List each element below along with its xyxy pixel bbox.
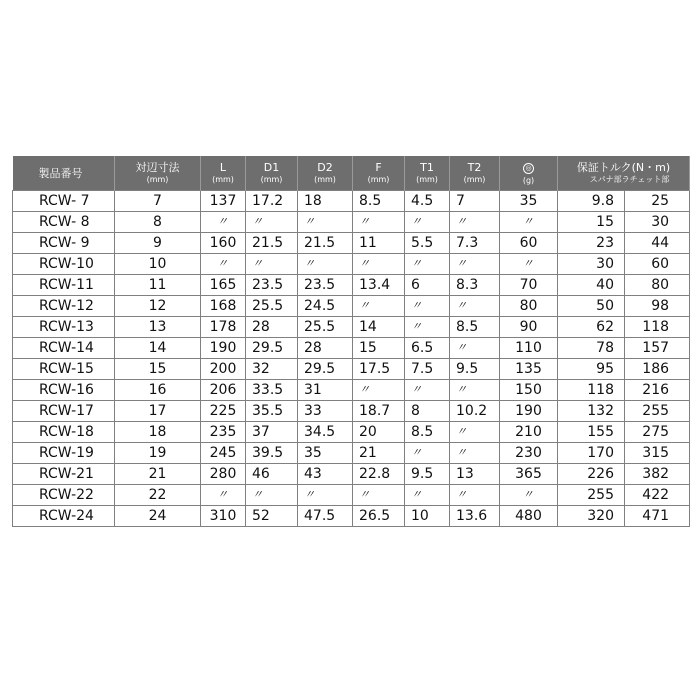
cell-t1: 4.5 <box>405 191 450 212</box>
cell-size: 8 <box>115 212 201 233</box>
cell-spanner: 170 <box>558 443 625 464</box>
cell-weight: 365 <box>500 464 558 485</box>
table-row <box>13 464 690 485</box>
cell-weight: 35 <box>500 191 558 212</box>
cell-f: 14 <box>353 317 405 338</box>
cell-spanner: 40 <box>558 275 625 296</box>
cell-f: 15 <box>353 338 405 359</box>
cell-t1: 9.5 <box>405 464 450 485</box>
table-row <box>13 359 690 380</box>
header-L: L (mm) <box>201 156 246 191</box>
cell-ratchet: 216 <box>625 380 690 401</box>
cell-d2: 〃 <box>298 485 353 506</box>
cell-size: 14 <box>115 338 201 359</box>
table-row <box>13 233 690 254</box>
cell-weight: 〃 <box>500 485 558 506</box>
cell-t2: 7.3 <box>450 233 500 254</box>
cell-d2: 25.5 <box>298 317 353 338</box>
cell-ratchet: 382 <box>625 464 690 485</box>
cell-d1: 28 <box>246 317 298 338</box>
cell-f: 22.8 <box>353 464 405 485</box>
cell-d1: 25.5 <box>246 296 298 317</box>
cell-l: 〃 <box>201 485 246 506</box>
table-row <box>13 506 690 527</box>
cell-weight: 110 <box>500 338 558 359</box>
cell-l: 280 <box>201 464 246 485</box>
cell-ratchet: 157 <box>625 338 690 359</box>
cell-t2: 〃 <box>450 443 500 464</box>
cell-f: 13.4 <box>353 275 405 296</box>
cell-d1: 35.5 <box>246 401 298 422</box>
header-T2: T2 (mm) <box>450 156 500 191</box>
cell-size: 17 <box>115 401 201 422</box>
header-ratchet: ラチェット部 <box>621 175 670 184</box>
cell-ratchet: 98 <box>625 296 690 317</box>
cell-t1: 〃 <box>405 212 450 233</box>
cell-weight: 190 <box>500 401 558 422</box>
cell-weight: 80 <box>500 296 558 317</box>
cell-t1: 〃 <box>405 317 450 338</box>
cell-t2: 7 <box>450 191 500 212</box>
cell-name: RCW-10 <box>13 254 115 275</box>
cell-f: 18.7 <box>353 401 405 422</box>
cell-size: 21 <box>115 464 201 485</box>
cell-f: 〃 <box>353 212 405 233</box>
header-row <box>13 156 690 191</box>
header-weight: ◎ (g) <box>500 156 558 191</box>
cell-t2: 〃 <box>450 338 500 359</box>
cell-f: 21 <box>353 443 405 464</box>
cell-t1: 〃 <box>405 443 450 464</box>
cell-weight: 〃 <box>500 212 558 233</box>
table-row <box>13 317 690 338</box>
cell-size: 12 <box>115 296 201 317</box>
weight-icon: ◎ <box>523 163 534 174</box>
cell-d1: 39.5 <box>246 443 298 464</box>
cell-name: RCW-21 <box>13 464 115 485</box>
cell-l: 160 <box>201 233 246 254</box>
cell-f: 〃 <box>353 380 405 401</box>
cell-d2: 21.5 <box>298 233 353 254</box>
cell-d2: 〃 <box>298 212 353 233</box>
cell-d2: 34.5 <box>298 422 353 443</box>
cell-t2: 〃 <box>450 380 500 401</box>
cell-t2: 8.5 <box>450 317 500 338</box>
table-row <box>13 443 690 464</box>
cell-ratchet: 30 <box>625 212 690 233</box>
cell-ratchet: 255 <box>625 401 690 422</box>
cell-size: 13 <box>115 317 201 338</box>
cell-f: 〃 <box>353 485 405 506</box>
cell-l: 178 <box>201 317 246 338</box>
cell-d1: 32 <box>246 359 298 380</box>
cell-t1: 10 <box>405 506 450 527</box>
cell-t1: 8.5 <box>405 422 450 443</box>
cell-l: 245 <box>201 443 246 464</box>
cell-t2: 10.2 <box>450 401 500 422</box>
header-size: 対辺寸法 (mm) <box>115 156 201 191</box>
cell-l: 190 <box>201 338 246 359</box>
cell-weight: 480 <box>500 506 558 527</box>
cell-t1: 6 <box>405 275 450 296</box>
cell-ratchet: 44 <box>625 233 690 254</box>
cell-size: 16 <box>115 380 201 401</box>
cell-size: 7 <box>115 191 201 212</box>
table-row <box>13 380 690 401</box>
cell-d2: 31 <box>298 380 353 401</box>
cell-l: 〃 <box>201 254 246 275</box>
cell-name: RCW-16 <box>13 380 115 401</box>
cell-spanner: 23 <box>558 233 625 254</box>
table-row <box>13 296 690 317</box>
cell-l: 168 <box>201 296 246 317</box>
cell-ratchet: 25 <box>625 191 690 212</box>
cell-spanner: 50 <box>558 296 625 317</box>
cell-ratchet: 422 <box>625 485 690 506</box>
cell-d2: 23.5 <box>298 275 353 296</box>
cell-weight: 70 <box>500 275 558 296</box>
table-row <box>13 485 690 506</box>
cell-weight: 60 <box>500 233 558 254</box>
cell-weight: 〃 <box>500 254 558 275</box>
cell-d1: 21.5 <box>246 233 298 254</box>
table-row <box>13 401 690 422</box>
cell-t2: 〃 <box>450 485 500 506</box>
cell-t2: 9.5 <box>450 359 500 380</box>
cell-ratchet: 315 <box>625 443 690 464</box>
cell-t2: 〃 <box>450 296 500 317</box>
cell-spanner: 226 <box>558 464 625 485</box>
cell-d2: 35 <box>298 443 353 464</box>
cell-spanner: 320 <box>558 506 625 527</box>
cell-name: RCW-18 <box>13 422 115 443</box>
cell-t1: 5.5 <box>405 233 450 254</box>
cell-f: 8.5 <box>353 191 405 212</box>
cell-name: RCW-24 <box>13 506 115 527</box>
cell-t2: 13 <box>450 464 500 485</box>
cell-spanner: 95 <box>558 359 625 380</box>
table-row <box>13 212 690 233</box>
table-row <box>13 422 690 443</box>
cell-d2: 33 <box>298 401 353 422</box>
cell-weight: 150 <box>500 380 558 401</box>
table-row <box>13 275 690 296</box>
table-row <box>13 338 690 359</box>
cell-spanner: 30 <box>558 254 625 275</box>
cell-f: 20 <box>353 422 405 443</box>
cell-t1: 7.5 <box>405 359 450 380</box>
cell-f: 〃 <box>353 296 405 317</box>
cell-ratchet: 275 <box>625 422 690 443</box>
cell-l: 206 <box>201 380 246 401</box>
cell-size: 18 <box>115 422 201 443</box>
header-D2: D2 (mm) <box>298 156 353 191</box>
header-torque: 保証トルク(N・m) スパナ部ラチェット部 <box>558 156 690 191</box>
cell-d2: 43 <box>298 464 353 485</box>
cell-spanner: 78 <box>558 338 625 359</box>
cell-t1: 6.5 <box>405 338 450 359</box>
cell-d1: 33.5 <box>246 380 298 401</box>
cell-d1: 29.5 <box>246 338 298 359</box>
header-F: F (mm) <box>353 156 405 191</box>
cell-t1: 8 <box>405 401 450 422</box>
cell-d1: 17.2 <box>246 191 298 212</box>
cell-d2: 28 <box>298 338 353 359</box>
cell-size: 10 <box>115 254 201 275</box>
cell-d1: 〃 <box>246 212 298 233</box>
cell-weight: 230 <box>500 443 558 464</box>
cell-l: 200 <box>201 359 246 380</box>
cell-spanner: 255 <box>558 485 625 506</box>
cell-d1: 37 <box>246 422 298 443</box>
cell-spanner: 118 <box>558 380 625 401</box>
cell-size: 22 <box>115 485 201 506</box>
cell-f: 17.5 <box>353 359 405 380</box>
cell-d2: 〃 <box>298 254 353 275</box>
spec-table-container <box>12 156 689 527</box>
spec-table-body <box>13 191 690 527</box>
cell-size: 9 <box>115 233 201 254</box>
cell-f: 〃 <box>353 254 405 275</box>
cell-d2: 47.5 <box>298 506 353 527</box>
cell-size: 11 <box>115 275 201 296</box>
cell-d2: 18 <box>298 191 353 212</box>
cell-spanner: 132 <box>558 401 625 422</box>
cell-t1: 〃 <box>405 380 450 401</box>
cell-name: RCW-19 <box>13 443 115 464</box>
cell-ratchet: 60 <box>625 254 690 275</box>
cell-ratchet: 471 <box>625 506 690 527</box>
cell-ratchet: 186 <box>625 359 690 380</box>
cell-t1: 〃 <box>405 485 450 506</box>
cell-l: 165 <box>201 275 246 296</box>
cell-weight: 210 <box>500 422 558 443</box>
cell-name: RCW-22 <box>13 485 115 506</box>
table-row <box>13 191 690 212</box>
cell-name: RCW- 9 <box>13 233 115 254</box>
cell-t2: 〃 <box>450 422 500 443</box>
cell-l: 225 <box>201 401 246 422</box>
cell-t1: 〃 <box>405 296 450 317</box>
cell-d2: 24.5 <box>298 296 353 317</box>
cell-name: RCW- 7 <box>13 191 115 212</box>
cell-spanner: 155 <box>558 422 625 443</box>
cell-t1: 〃 <box>405 254 450 275</box>
cell-size: 24 <box>115 506 201 527</box>
cell-size: 15 <box>115 359 201 380</box>
cell-t2: 13.6 <box>450 506 500 527</box>
cell-l: 137 <box>201 191 246 212</box>
cell-name: RCW-12 <box>13 296 115 317</box>
header-spanner: スパナ部 <box>589 175 622 184</box>
cell-weight: 90 <box>500 317 558 338</box>
cell-name: RCW- 8 <box>13 212 115 233</box>
cell-d1: 〃 <box>246 485 298 506</box>
cell-d1: 46 <box>246 464 298 485</box>
cell-d1: 52 <box>246 506 298 527</box>
cell-weight: 135 <box>500 359 558 380</box>
cell-name: RCW-17 <box>13 401 115 422</box>
cell-f: 26.5 <box>353 506 405 527</box>
cell-l: 235 <box>201 422 246 443</box>
cell-name: RCW-13 <box>13 317 115 338</box>
cell-d1: 23.5 <box>246 275 298 296</box>
cell-l: 〃 <box>201 212 246 233</box>
cell-d1: 〃 <box>246 254 298 275</box>
cell-spanner: 62 <box>558 317 625 338</box>
header-T1: T1 (mm) <box>405 156 450 191</box>
cell-ratchet: 118 <box>625 317 690 338</box>
cell-name: RCW-14 <box>13 338 115 359</box>
header-product: 製品番号 <box>13 156 115 191</box>
cell-spanner: 15 <box>558 212 625 233</box>
cell-ratchet: 80 <box>625 275 690 296</box>
cell-f: 11 <box>353 233 405 254</box>
header-D1: D1 (mm) <box>246 156 298 191</box>
cell-size: 19 <box>115 443 201 464</box>
table-row <box>13 254 690 275</box>
cell-name: RCW-15 <box>13 359 115 380</box>
cell-t2: 8.3 <box>450 275 500 296</box>
cell-d2: 29.5 <box>298 359 353 380</box>
cell-name: RCW-11 <box>13 275 115 296</box>
spec-table <box>12 156 690 527</box>
cell-spanner: 9.8 <box>558 191 625 212</box>
cell-l: 310 <box>201 506 246 527</box>
cell-t2: 〃 <box>450 254 500 275</box>
cell-t2: 〃 <box>450 212 500 233</box>
